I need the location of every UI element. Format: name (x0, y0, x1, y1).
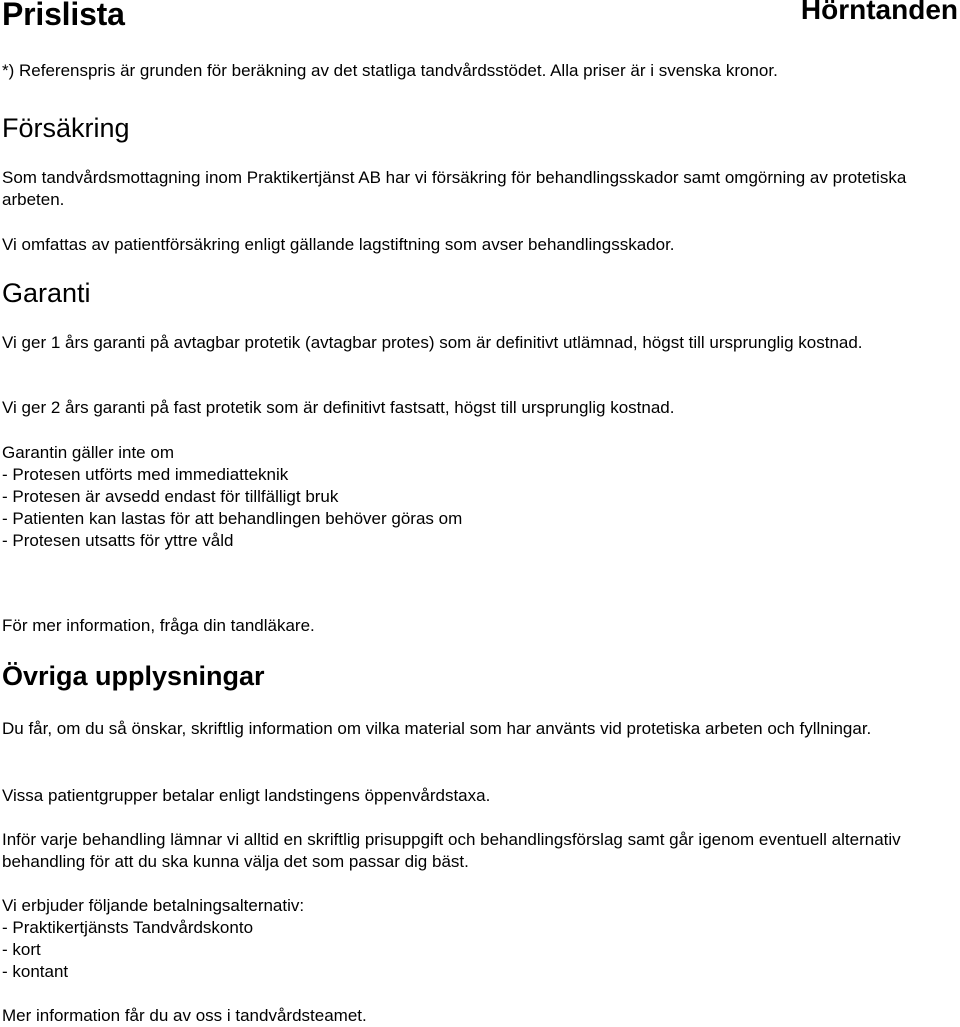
list-item: - Protesen utsatts för yttre våld (2, 531, 234, 550)
insurance-heading: Försäkring (2, 113, 130, 143)
warranty-exceptions-intro: Garantin gäller inte om (2, 443, 174, 462)
warranty-exceptions-list (2, 464, 947, 552)
reference-price-note: *) Referenspris är grunden för beräkning av det statliga tandvårdsstödet. Alla priser är i svenska kronor. (2, 61, 778, 80)
payment-options-intro: Vi erbjuder följande betalningsalternativ: (2, 896, 305, 915)
list-item: - Praktikertjänsts Tandvårdskonto (2, 918, 254, 937)
list-item: - Protesen utförts med immediatteknik (2, 465, 289, 484)
page-title: Prislista (2, 0, 125, 32)
insurance-paragraph-1: Som tandvårdsmottagning inom Praktikertjänst AB har vi försäkring för behandlingsskador samt omgörning av protetiska arbeten. (2, 168, 907, 209)
warranty-paragraph-2: Vi ger 2 års garanti på fast protetik som är definitivt fastsatt, högst till ursprunglig kostnad. (2, 398, 675, 417)
payment-options-list (2, 917, 947, 983)
other-paragraph-1: Du får, om du så önskar, skriftlig information om vilka material som har använts vid protetiska arbeten och fyllningar. (2, 719, 872, 738)
list-item: - Protesen är avsedd endast för tillfälligt bruk (2, 487, 339, 506)
clinic-name: Hörntanden (800, 0, 958, 25)
list-item: - Patienten kan lastas för att behandlingen behöver göras om (2, 509, 463, 528)
list-item: - kort (2, 940, 41, 959)
other-info-heading: Övriga upplysningar (2, 661, 265, 691)
other-paragraph-3: Inför varje behandling lämnar vi alltid en skriftlig prisuppgift och behandlingsförslag samt går igenom eventuell alternativ behandling för att du ska kunna välja det som passar dig bäst. (2, 830, 901, 871)
warranty-paragraph-1: Vi ger 1 års garanti på avtagbar protetik (avtagbar protes) som är definitivt utlämnad, högst till ursprunglig kostnad. (2, 333, 863, 352)
closing-note: Mer information får du av oss i tandvårdsteamet. (2, 1006, 367, 1025)
other-paragraph-2: Vissa patientgrupper betalar enligt landstingens öppenvårdstaxa. (2, 786, 491, 805)
insurance-paragraph-2: Vi omfattas av patientförsäkring enligt gällande lagstiftning som avser behandlingsskador. (2, 235, 675, 254)
warranty-more-info: För mer information, fråga din tandläkare. (2, 616, 315, 635)
warranty-heading: Garanti (2, 278, 91, 308)
list-item: - kontant (2, 962, 69, 981)
